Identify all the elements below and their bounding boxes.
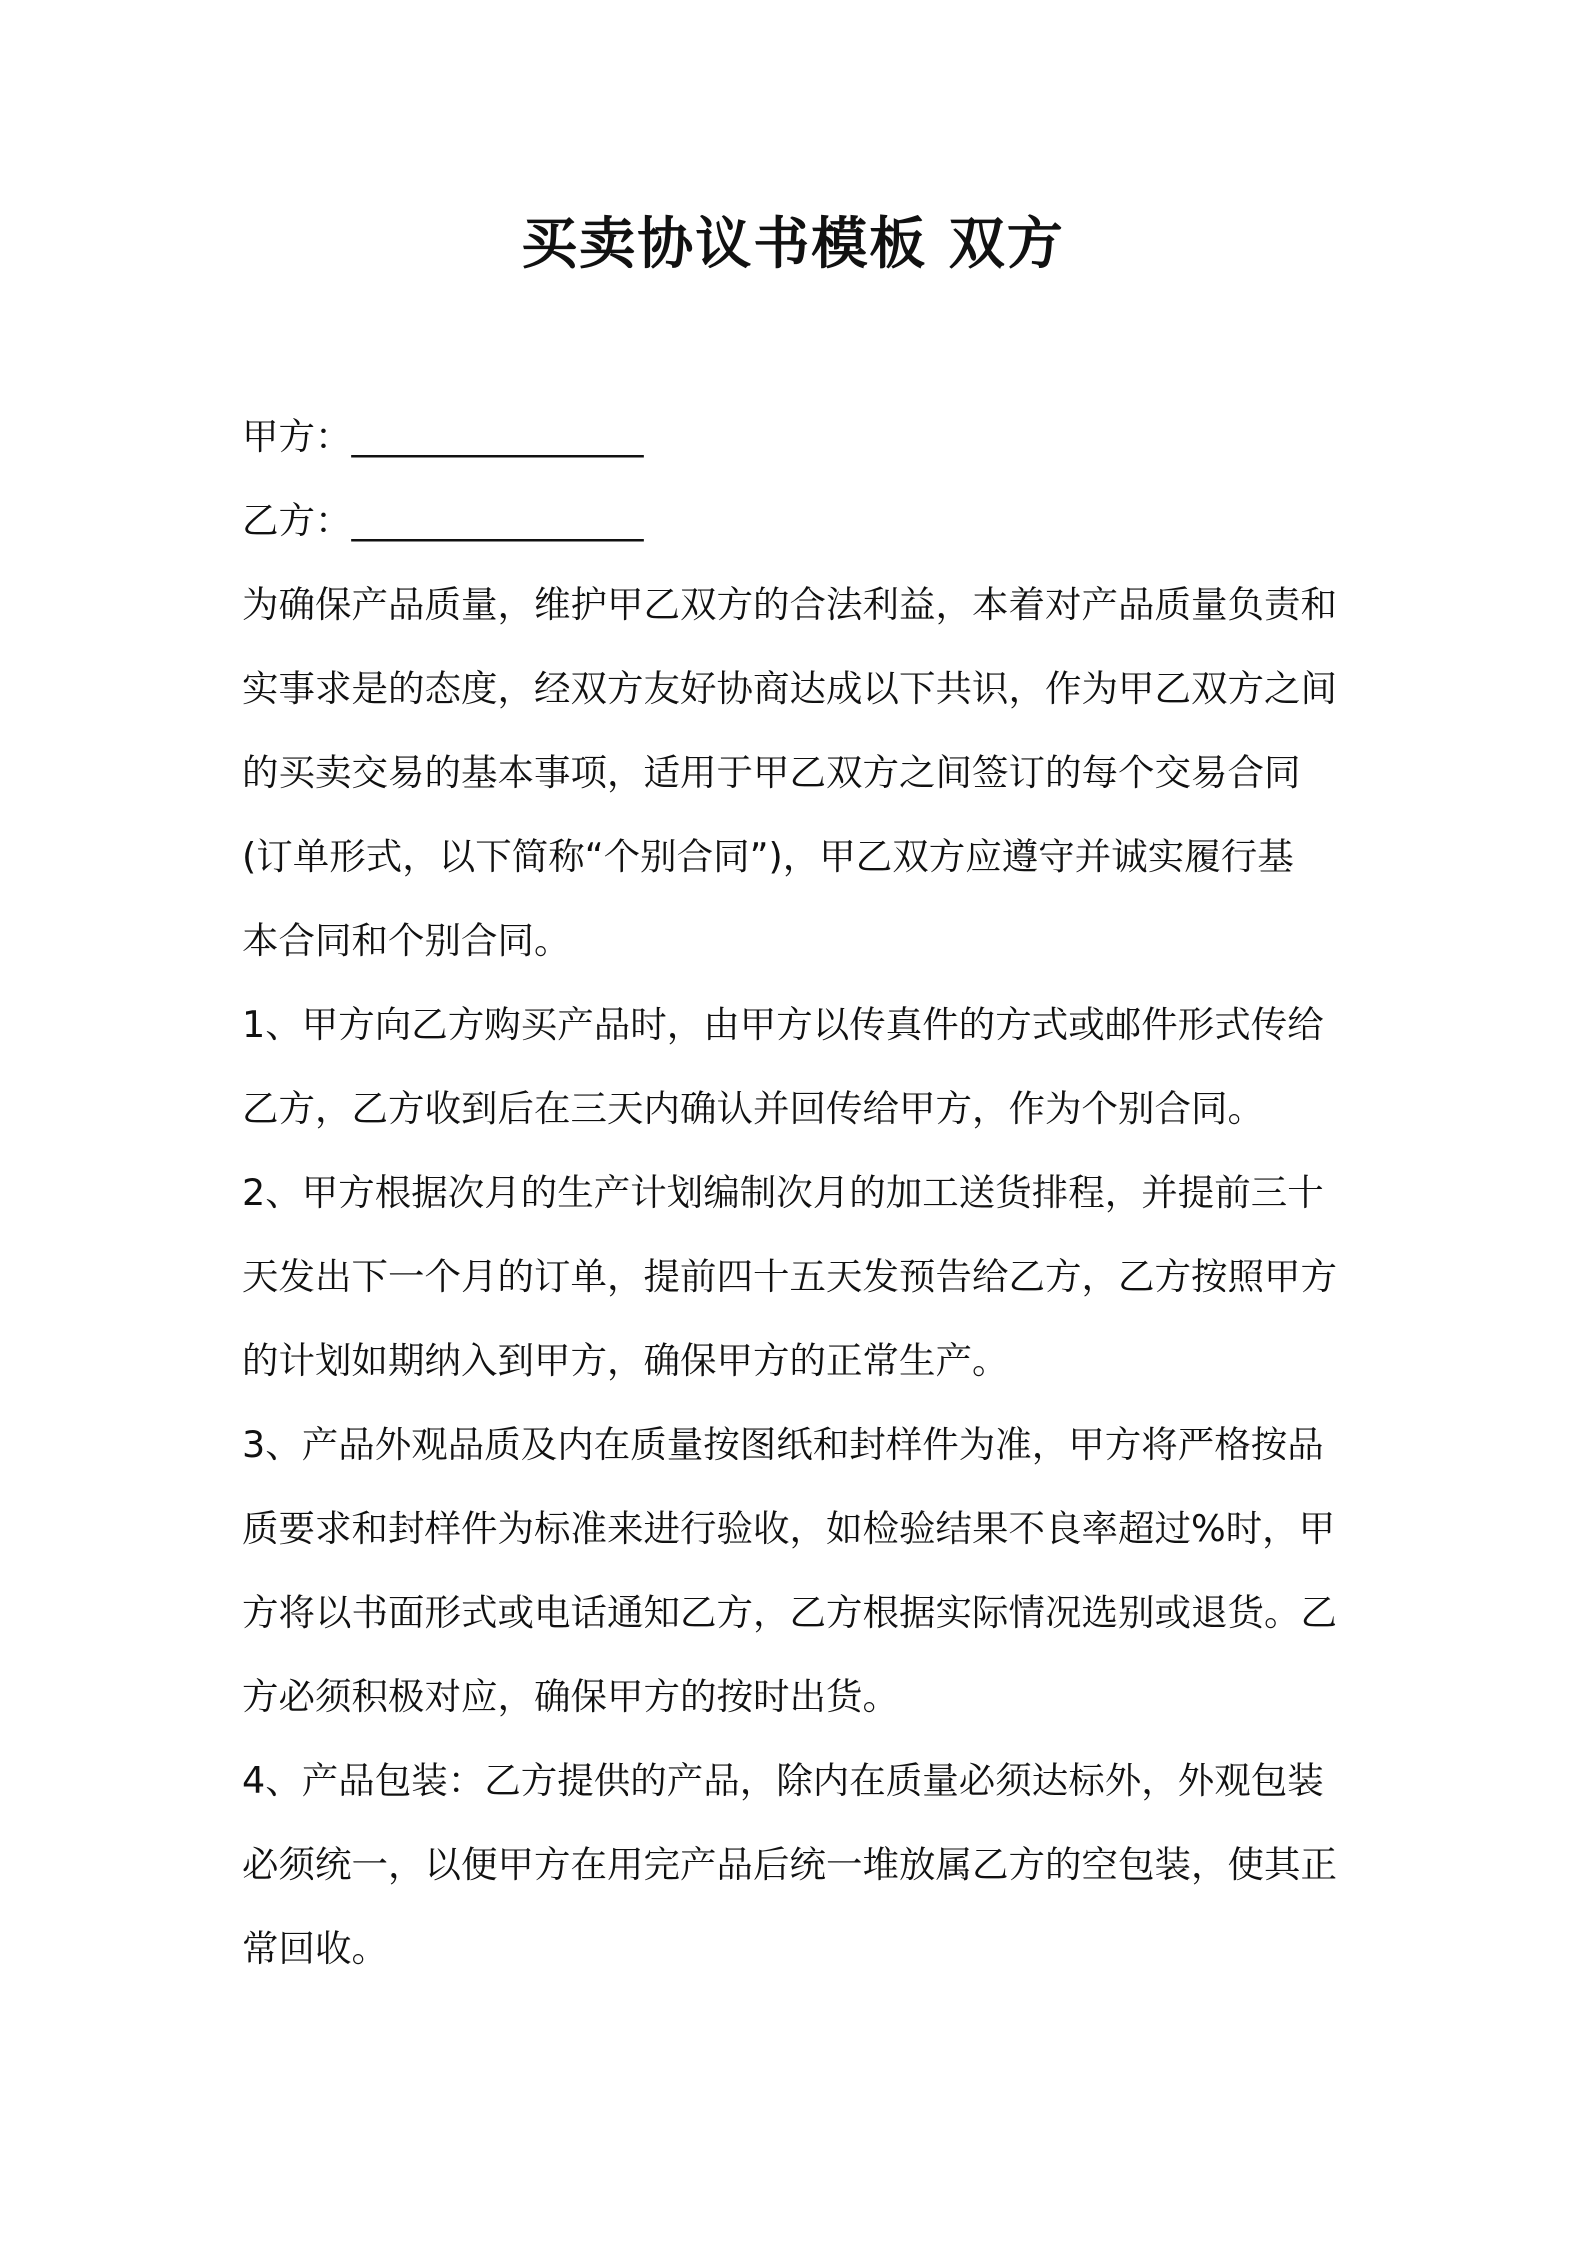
intro-line: 为确保产品质量，维护甲乙双方的合法利益，本着对产品质量负责和 — [242, 583, 1337, 626]
clause-3-line: 3、产品外观品质及内在质量按图纸和封样件为准，甲方将严格按品 — [242, 1423, 1324, 1466]
clause-3-line: 质要求和封样件为标准来进行验收，如检验结果不良率超过%时，甲 — [242, 1507, 1336, 1550]
clause-4-line: 常回收。 — [242, 1927, 388, 1970]
party-b-line: 乙方：________________ — [242, 499, 644, 542]
intro-line: 的买卖交易的基本事项，适用于甲乙双方之间签订的每个交易合同 — [242, 751, 1301, 794]
clause-4-line: 4、产品包装：乙方提供的产品，除内在质量必须达标外，外观包装 — [242, 1759, 1324, 1802]
clause-2-line: 的计划如期纳入到甲方，确保甲方的正常生产。 — [242, 1339, 1009, 1382]
document-title: 买卖协议书模板 双方 — [521, 212, 1065, 277]
party-a-line: 甲方：________________ — [242, 415, 644, 458]
clause-1-line: 乙方，乙方收到后在三天内确认并回传给甲方，作为个别合同。 — [242, 1087, 1264, 1130]
clause-3-line: 方将以书面形式或电话通知乙方，乙方根据实际情况选别或退货。乙 — [242, 1591, 1337, 1634]
clause-2-line: 天发出下一个月的订单，提前四十五天发预告给乙方，乙方按照甲方 — [242, 1255, 1337, 1298]
intro-line: (订单形式，以下简称“个别合同”)，甲乙双方应遵守并诚实履行基 — [242, 835, 1294, 878]
intro-line: 实事求是的态度，经双方友好协商达成以下共识，作为甲乙双方之间 — [242, 667, 1337, 710]
clause-3-line: 方必须积极对应，确保甲方的按时出货。 — [242, 1675, 899, 1718]
clause-1-line: 1、甲方向乙方购买产品时，由甲方以传真件的方式或邮件形式传给 — [242, 1003, 1324, 1046]
clause-2-line: 2、甲方根据次月的生产计划编制次月的加工送货排程，并提前三十 — [242, 1171, 1324, 1214]
document-body — [242, 395, 1352, 1991]
clause-4-line: 必须统一，以便甲方在用完产品后统一堆放属乙方的空包装，使其正 — [242, 1843, 1337, 1886]
intro-line: 本合同和个别合同。 — [242, 919, 571, 962]
